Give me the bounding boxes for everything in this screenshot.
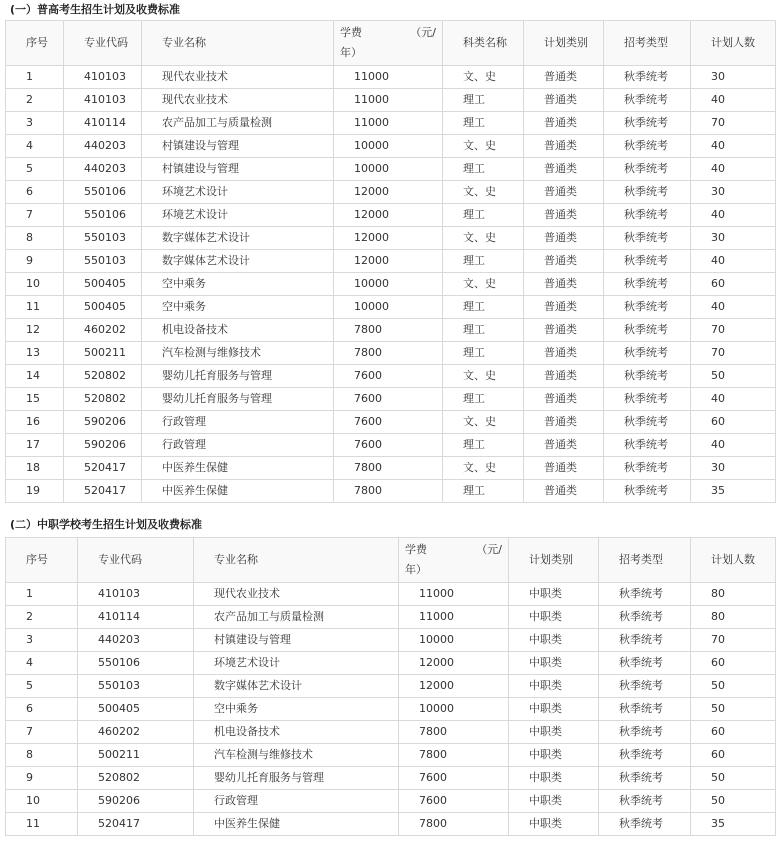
- table-cell: 550106: [64, 204, 142, 227]
- table-cell: 秋季统考: [599, 606, 691, 629]
- table-cell: 空中乘务: [194, 698, 399, 721]
- table-cell: 农产品加工与质量检测: [194, 606, 399, 629]
- table-cell: 80: [691, 606, 776, 629]
- header-fee: [334, 21, 443, 66]
- section1-title: (一）普高考生招生计划及收费标准: [10, 3, 181, 16]
- table-cell: 中职类: [509, 767, 599, 790]
- table-cell: 50: [691, 767, 776, 790]
- table-cell: 文、史: [443, 273, 524, 296]
- table-cell: 4: [6, 652, 78, 675]
- table-cell: 秋季统考: [604, 411, 691, 434]
- table-cell: 理工: [443, 434, 524, 457]
- table-cell: 40: [691, 296, 776, 319]
- table-cell: 秋季统考: [604, 434, 691, 457]
- table-cell: 普通类: [524, 227, 604, 250]
- header-fee: [399, 538, 509, 583]
- table-cell: 数字媒体艺术设计: [142, 227, 334, 250]
- table-cell: 30: [691, 457, 776, 480]
- table-cell: 农产品加工与质量检测: [142, 112, 334, 135]
- header-seq: 序号: [6, 538, 78, 583]
- table-cell: 7600: [399, 790, 509, 813]
- table-cell: 50: [691, 365, 776, 388]
- table-cell: 行政管理: [194, 790, 399, 813]
- table-cell: 410114: [78, 606, 194, 629]
- table-row: [6, 158, 776, 181]
- table-row: [6, 652, 776, 675]
- header-code: 专业代码: [64, 21, 142, 66]
- table-cell: 70: [691, 319, 776, 342]
- table-row: [6, 606, 776, 629]
- table-cell: 70: [691, 342, 776, 365]
- header-fee-unit: （元/: [410, 26, 436, 39]
- table-cell: 550103: [64, 227, 142, 250]
- table-cell: 普通类: [524, 365, 604, 388]
- table-cell: 普通类: [524, 273, 604, 296]
- table-cell: 40: [691, 135, 776, 158]
- table-cell: 普通类: [524, 250, 604, 273]
- table-row: [6, 813, 776, 836]
- table-cell: 12000: [334, 227, 443, 250]
- table-cell: 空中乘务: [142, 273, 334, 296]
- table-row: [6, 112, 776, 135]
- table-cell: 7600: [334, 365, 443, 388]
- table-row: [6, 135, 776, 158]
- table-cell: 50: [691, 698, 776, 721]
- table-cell: 秋季统考: [604, 135, 691, 158]
- table-cell: 70: [691, 112, 776, 135]
- table-cell: 440203: [78, 629, 194, 652]
- table-cell: 35: [691, 813, 776, 836]
- table-cell: 520802: [64, 388, 142, 411]
- table-cell: 普通类: [524, 158, 604, 181]
- table-cell: 8: [6, 744, 78, 767]
- table-cell: 秋季统考: [599, 744, 691, 767]
- table-cell: 普通类: [524, 89, 604, 112]
- table-cell: 30: [691, 66, 776, 89]
- table-cell: 10000: [334, 158, 443, 181]
- table-cell: 2: [6, 89, 64, 112]
- table-cell: 410103: [64, 66, 142, 89]
- table-cell: 11000: [399, 606, 509, 629]
- table-cell: 40: [691, 89, 776, 112]
- table-cell: 520802: [64, 365, 142, 388]
- section2-title: (二）中职学校考生招生计划及收费标准: [10, 518, 203, 531]
- table-cell: 7800: [399, 721, 509, 744]
- table-cell: 婴幼儿托育服务与管理: [142, 388, 334, 411]
- table-row: [6, 273, 776, 296]
- table-cell: 普通类: [524, 66, 604, 89]
- table-cell: 410114: [64, 112, 142, 135]
- table-cell: 10000: [399, 698, 509, 721]
- table-row: [6, 411, 776, 434]
- header-enroll-type: 招考类型: [599, 538, 691, 583]
- table-cell: 秋季统考: [604, 89, 691, 112]
- table-cell: 机电设备技术: [142, 319, 334, 342]
- table-cell: 汽车检测与维修技术: [194, 744, 399, 767]
- table-row: [6, 698, 776, 721]
- table-cell: 6: [6, 181, 64, 204]
- table-cell: 秋季统考: [604, 227, 691, 250]
- header-plan-type: 计划类别: [509, 538, 599, 583]
- table-cell: 现代农业技术: [142, 66, 334, 89]
- table-cell: 460202: [78, 721, 194, 744]
- header-fee-label: 学费: [340, 26, 362, 39]
- table-cell: 理工: [443, 319, 524, 342]
- table-row: [6, 204, 776, 227]
- table-cell: 10: [6, 790, 78, 813]
- table-cell: 7800: [399, 744, 509, 767]
- table-cell: 文、史: [443, 457, 524, 480]
- table-cell: 410103: [78, 583, 194, 606]
- table-cell: 40: [691, 434, 776, 457]
- table-cell: 中医养生保健: [142, 480, 334, 503]
- table-cell: 行政管理: [142, 434, 334, 457]
- table-cell: 590206: [64, 411, 142, 434]
- table-cell: 11000: [399, 583, 509, 606]
- table-cell: 70: [691, 629, 776, 652]
- table-cell: 7800: [399, 813, 509, 836]
- table-cell: 500405: [78, 698, 194, 721]
- table-cell: 秋季统考: [604, 457, 691, 480]
- table-cell: 7800: [334, 480, 443, 503]
- table-cell: 10000: [399, 629, 509, 652]
- table-cell: 数字媒体艺术设计: [194, 675, 399, 698]
- table-cell: 18: [6, 457, 64, 480]
- table-cell: 数字媒体艺术设计: [142, 250, 334, 273]
- table-cell: 7: [6, 721, 78, 744]
- table-row: [6, 250, 776, 273]
- table-cell: 3: [6, 112, 64, 135]
- table-cell: 秋季统考: [599, 721, 691, 744]
- table-cell: 普通类: [524, 434, 604, 457]
- table-cell: 7800: [334, 319, 443, 342]
- table-cell: 40: [691, 204, 776, 227]
- table-cell: 500405: [64, 273, 142, 296]
- table-header-row: [6, 538, 776, 583]
- table-cell: 环境艺术设计: [142, 181, 334, 204]
- table-cell: 普通类: [524, 135, 604, 158]
- table-cell: 13: [6, 342, 64, 365]
- table-cell: 空中乘务: [142, 296, 334, 319]
- table-cell: 80: [691, 583, 776, 606]
- table-cell: 16: [6, 411, 64, 434]
- table-cell: 理工: [443, 89, 524, 112]
- table-cell: 秋季统考: [599, 675, 691, 698]
- table-cell: 520417: [64, 480, 142, 503]
- table-cell: 550106: [78, 652, 194, 675]
- table-cell: 10000: [334, 273, 443, 296]
- header-count: 计划人数: [691, 538, 776, 583]
- table-row: [6, 342, 776, 365]
- table-cell: 60: [691, 273, 776, 296]
- table-cell: 中医养生保健: [194, 813, 399, 836]
- table-cell: 30: [691, 227, 776, 250]
- table-cell: 1: [6, 583, 78, 606]
- table-cell: 理工: [443, 480, 524, 503]
- table-cell: 普通类: [524, 296, 604, 319]
- table-row: [6, 744, 776, 767]
- table-cell: 10000: [334, 135, 443, 158]
- table-cell: 普通类: [524, 388, 604, 411]
- table-cell: 理工: [443, 112, 524, 135]
- table-cell: 440203: [64, 135, 142, 158]
- table-cell: 17: [6, 434, 64, 457]
- table-cell: 12000: [334, 250, 443, 273]
- table-cell: 文、史: [443, 66, 524, 89]
- table-cell: 中医养生保健: [142, 457, 334, 480]
- table-cell: 村镇建设与管理: [142, 158, 334, 181]
- table-cell: 秋季统考: [604, 296, 691, 319]
- table-row: [6, 181, 776, 204]
- table-cell: 普通类: [524, 411, 604, 434]
- table-cell: 50: [691, 790, 776, 813]
- table-cell: 中职类: [509, 790, 599, 813]
- table-cell: 中职类: [509, 652, 599, 675]
- table-cell: 12000: [334, 204, 443, 227]
- table-row: [6, 721, 776, 744]
- table-cell: 秋季统考: [604, 365, 691, 388]
- table-cell: 8: [6, 227, 64, 250]
- table-cell: 中职类: [509, 675, 599, 698]
- table-cell: 中职类: [509, 698, 599, 721]
- table-cell: 550103: [64, 250, 142, 273]
- table-cell: 12: [6, 319, 64, 342]
- table-cell: 理工: [443, 158, 524, 181]
- table-cell: 520417: [78, 813, 194, 836]
- table-cell: 秋季统考: [604, 273, 691, 296]
- table-cell: 理工: [443, 296, 524, 319]
- table-cell: 中职类: [509, 721, 599, 744]
- table-cell: 7800: [334, 457, 443, 480]
- table-cell: 500211: [78, 744, 194, 767]
- table-cell: 普通类: [524, 112, 604, 135]
- table-cell: 环境艺术设计: [194, 652, 399, 675]
- table-cell: 7600: [399, 767, 509, 790]
- table-cell: 秋季统考: [604, 112, 691, 135]
- table-cell: 中职类: [509, 606, 599, 629]
- table-row: [6, 583, 776, 606]
- table-cell: 秋季统考: [604, 66, 691, 89]
- table-cell: 5: [6, 158, 64, 181]
- table-cell: 2: [6, 606, 78, 629]
- section2-table: [5, 537, 776, 836]
- table-cell: 9: [6, 250, 64, 273]
- table-cell: 村镇建设与管理: [194, 629, 399, 652]
- table-row: [6, 790, 776, 813]
- table-cell: 11: [6, 813, 78, 836]
- table-cell: 秋季统考: [604, 250, 691, 273]
- table-cell: 理工: [443, 342, 524, 365]
- table-cell: 590206: [64, 434, 142, 457]
- table-cell: 12000: [399, 652, 509, 675]
- table-cell: 中职类: [509, 629, 599, 652]
- table-cell: 9: [6, 767, 78, 790]
- table-cell: 文、史: [443, 365, 524, 388]
- table-row: [6, 365, 776, 388]
- table-cell: 12000: [399, 675, 509, 698]
- header-name: 专业名称: [194, 538, 399, 583]
- table-row: [6, 629, 776, 652]
- table-cell: 550103: [78, 675, 194, 698]
- table-cell: 11: [6, 296, 64, 319]
- header-fee-unit-cont: 年）: [340, 46, 362, 59]
- table-cell: 普通类: [524, 181, 604, 204]
- table-cell: 秋季统考: [604, 204, 691, 227]
- table-cell: 普通类: [524, 457, 604, 480]
- table-cell: 10: [6, 273, 64, 296]
- table-cell: 现代农业技术: [142, 89, 334, 112]
- table-cell: 520802: [78, 767, 194, 790]
- table-cell: 500211: [64, 342, 142, 365]
- table-cell: 10000: [334, 296, 443, 319]
- table-cell: 秋季统考: [599, 652, 691, 675]
- table-cell: 文、史: [443, 227, 524, 250]
- header-fee-label: 学费: [405, 543, 427, 556]
- table-cell: 现代农业技术: [194, 583, 399, 606]
- table-cell: 文、史: [443, 411, 524, 434]
- table-cell: 普通类: [524, 319, 604, 342]
- table-row: [6, 89, 776, 112]
- header-fee-unit: （元/: [476, 543, 502, 556]
- table-cell: 550106: [64, 181, 142, 204]
- header-code: 专业代码: [78, 538, 194, 583]
- table-cell: 秋季统考: [604, 388, 691, 411]
- table-cell: 机电设备技术: [194, 721, 399, 744]
- header-enroll-type: 招考类型: [604, 21, 691, 66]
- table-cell: 理工: [443, 204, 524, 227]
- table-header-row: [6, 21, 776, 66]
- header-plan-type: 计划类别: [524, 21, 604, 66]
- table-row: [6, 434, 776, 457]
- table-row: [6, 457, 776, 480]
- table-cell: 590206: [78, 790, 194, 813]
- table-cell: 410103: [64, 89, 142, 112]
- table-cell: 500405: [64, 296, 142, 319]
- table-cell: 秋季统考: [604, 480, 691, 503]
- table-cell: 秋季统考: [599, 629, 691, 652]
- table-cell: 理工: [443, 250, 524, 273]
- table-cell: 文、史: [443, 181, 524, 204]
- table-cell: 14: [6, 365, 64, 388]
- header-fee-unit-cont: 年）: [405, 563, 427, 576]
- table-cell: 秋季统考: [599, 813, 691, 836]
- table-cell: 7: [6, 204, 64, 227]
- table-cell: 婴幼儿托育服务与管理: [142, 365, 334, 388]
- table-cell: 50: [691, 675, 776, 698]
- table-row: [6, 66, 776, 89]
- table-cell: 7600: [334, 388, 443, 411]
- table-cell: 11000: [334, 89, 443, 112]
- table-cell: 520417: [64, 457, 142, 480]
- table-cell: 5: [6, 675, 78, 698]
- table-cell: 60: [691, 652, 776, 675]
- table-cell: 文、史: [443, 135, 524, 158]
- table-cell: 普通类: [524, 342, 604, 365]
- table-row: [6, 227, 776, 250]
- table-cell: 7600: [334, 411, 443, 434]
- table-row: [6, 767, 776, 790]
- table-cell: 1: [6, 66, 64, 89]
- header-seq: 序号: [6, 21, 64, 66]
- table-cell: 理工: [443, 388, 524, 411]
- header-count: 计划人数: [691, 21, 776, 66]
- table-cell: 12000: [334, 181, 443, 204]
- table-cell: 秋季统考: [604, 158, 691, 181]
- table-cell: 中职类: [509, 813, 599, 836]
- table-cell: 7800: [334, 342, 443, 365]
- table-cell: 15: [6, 388, 64, 411]
- table-cell: 60: [691, 721, 776, 744]
- table-row: [6, 296, 776, 319]
- table-cell: 秋季统考: [604, 319, 691, 342]
- table-cell: 60: [691, 744, 776, 767]
- table-cell: 4: [6, 135, 64, 158]
- table-cell: 中职类: [509, 744, 599, 767]
- table-cell: 秋季统考: [599, 767, 691, 790]
- table-row: [6, 319, 776, 342]
- table-cell: 汽车检测与维修技术: [142, 342, 334, 365]
- table-cell: 440203: [64, 158, 142, 181]
- table-cell: 7600: [334, 434, 443, 457]
- table-row: [6, 388, 776, 411]
- table-cell: 秋季统考: [599, 790, 691, 813]
- table-cell: 秋季统考: [604, 181, 691, 204]
- table-cell: 秋季统考: [599, 698, 691, 721]
- table-cell: 40: [691, 388, 776, 411]
- header-name: 专业名称: [142, 21, 334, 66]
- table-row: [6, 480, 776, 503]
- table-cell: 村镇建设与管理: [142, 135, 334, 158]
- table-cell: 40: [691, 250, 776, 273]
- table-cell: 普通类: [524, 204, 604, 227]
- table-row: [6, 675, 776, 698]
- table-cell: 中职类: [509, 583, 599, 606]
- table-cell: 19: [6, 480, 64, 503]
- table-cell: 秋季统考: [604, 342, 691, 365]
- table-cell: 普通类: [524, 480, 604, 503]
- table-cell: 环境艺术设计: [142, 204, 334, 227]
- table-cell: 11000: [334, 112, 443, 135]
- table-cell: 行政管理: [142, 411, 334, 434]
- table-cell: 35: [691, 480, 776, 503]
- header-category: 科类名称: [443, 21, 524, 66]
- table-cell: 60: [691, 411, 776, 434]
- table-cell: 11000: [334, 66, 443, 89]
- table-cell: 秋季统考: [599, 583, 691, 606]
- table-cell: 婴幼儿托育服务与管理: [194, 767, 399, 790]
- table-cell: 30: [691, 181, 776, 204]
- section1-table: [5, 20, 776, 503]
- table-cell: 3: [6, 629, 78, 652]
- table-cell: 40: [691, 158, 776, 181]
- table-cell: 460202: [64, 319, 142, 342]
- table-cell: 6: [6, 698, 78, 721]
